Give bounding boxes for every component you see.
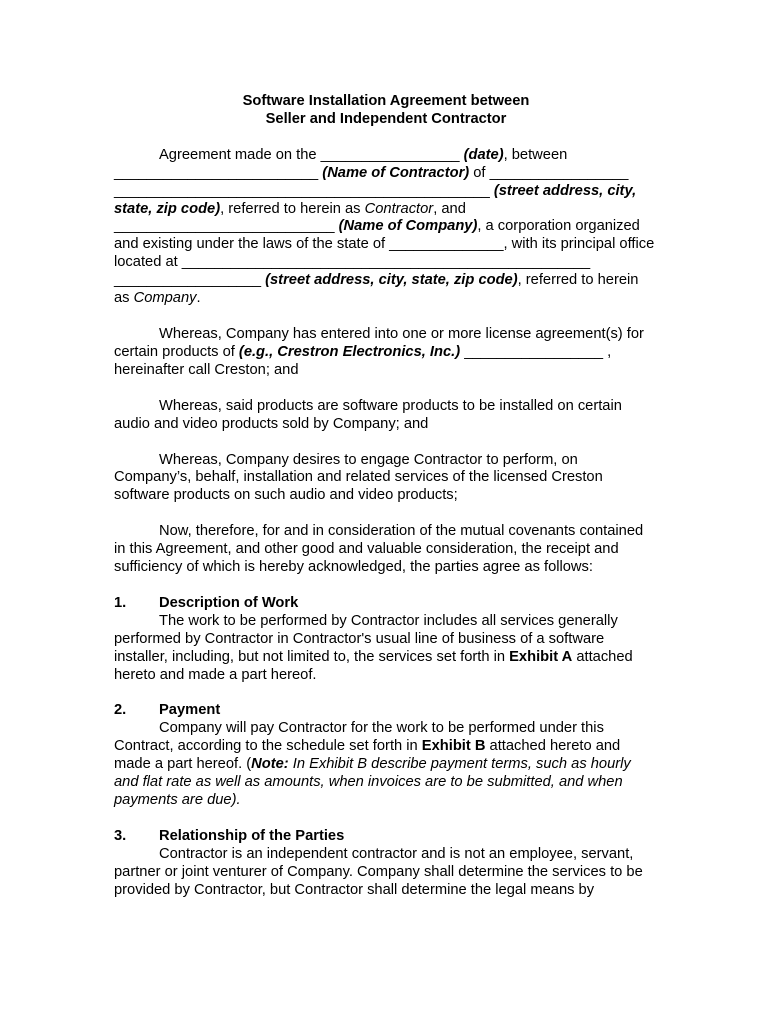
whereas-paragraph-2: Whereas, said products are software products to be installed on certain audio and video products sold by Company; and xyxy=(114,397,622,432)
note-label: Note: xyxy=(251,756,289,773)
section-1-title: Description of Work xyxy=(159,594,299,611)
section-2-title: Payment xyxy=(159,702,221,719)
section-2-number: 2. xyxy=(114,702,127,719)
exhibit-a-reference: Exhibit A xyxy=(509,648,573,665)
title-line-1: Software Installation Agreement between xyxy=(242,93,530,109)
section-1-heading xyxy=(114,595,658,613)
section-1-number: 1. xyxy=(114,594,127,611)
whereas-paragraph-1: Whereas, Company has entered into one or more license agreement(s) for certain products of (e.g., Crestron Electronics, Inc.) _________________ , hereinafter call Creston; and xyxy=(114,325,644,378)
exhibit-b-reference: Exhibit B xyxy=(421,738,486,755)
section-3-body: Contractor is an independent contractor and is not an employee, servant, partner or joint venturer of Company. Company shall determine the services to be provided by Contractor, but Contractor shall determine the legal means by xyxy=(114,845,643,898)
section-3-number: 3. xyxy=(114,827,127,844)
section-2-body: Company will pay Contractor for the work to be performed under this Contract, according to the schedule set forth in Exhibit B attached hereto and made a part hereof. (Note: In Exhibit B describe payment terms, such as hourly and flat rate as well as amounts, when invoices are to be submitted, and when payments are due). xyxy=(114,720,631,808)
section-3-title: Relationship of the Parties xyxy=(159,827,345,844)
whereas-paragraph-3: Whereas, Company desires to engage Contractor to perform, on Company’s, behalf, installation and related services of the licensed Creston software products on such audio and video products; xyxy=(114,451,603,504)
document-title xyxy=(114,93,658,129)
section-2-heading xyxy=(114,702,658,720)
title-line-2: Seller and Independent Contractor xyxy=(265,110,507,127)
section-3-heading xyxy=(114,828,658,846)
document-body xyxy=(114,93,658,900)
now-therefore-paragraph: Now, therefore, for and in consideration of the mutual covenants contained in this Agreement, and other good and valuable consideration, the receipt and sufficiency of which is hereby acknowledged, the parties agree as follows: xyxy=(114,523,644,576)
section-1-body: The work to be performed by Contractor includes all services generally performed by Contractor in Contractor's usual line of business of a software installer, including, but not limited to, the services set forth in Exhibit A attached hereto and made a part hereof. xyxy=(114,612,633,683)
intro-paragraph: Agreement made on the _________________ (date), between _________________________ (Name of Contractor) of _________________ ______________________________________________ (street address, city, state, zip code), referred to herein as Contractor, and ___________________________ (Name of Company), a corporation organized and existing under the laws of the state of ______________, with its principal office located at __________________________________________________ __________________ (street address, city, state, zip code), referred to herein as Company. xyxy=(114,146,655,307)
